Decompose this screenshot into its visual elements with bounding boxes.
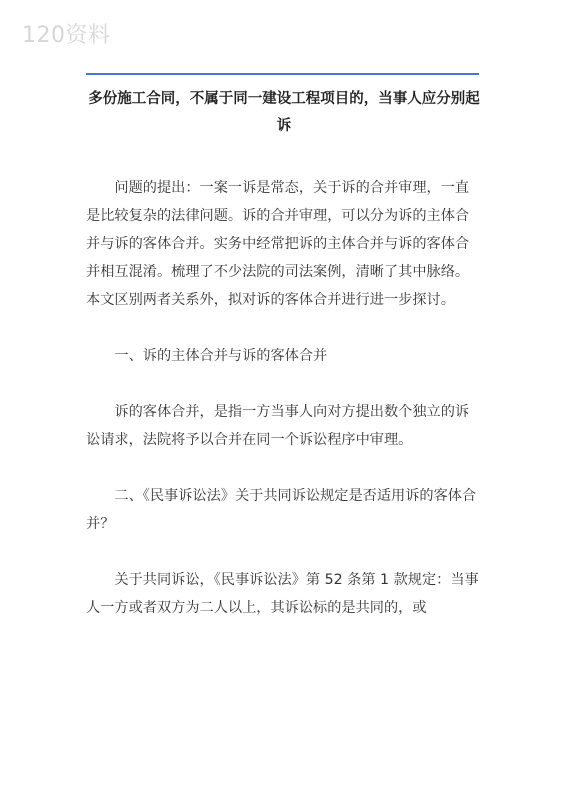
article-title: 多份施工合同，不属于同一建设工程项目的，当事人应分别起诉 bbox=[88, 91, 480, 134]
section-heading-2: 二、《民事诉讼法》关于共同诉讼规定是否适用诉的客体合并？ bbox=[86, 488, 477, 532]
paragraph-intro: 问题的提出：一案一诉是常态，关于诉的合并审理，一直是比较复杂的法律问题。诉的合并审理，可以分为诉的主体合并与诉的客体合并。实务中经常把诉的主体合并与诉的客体合并相互混淆。梳理了不少法院的司法案例，清晰了其中脉络。本文区别两者关系外，拟对诉的客体合并进行进一步探讨。 bbox=[86, 180, 470, 308]
section-heading-1: 一、诉的主体合并与诉的客体合并 bbox=[114, 348, 328, 364]
article-body bbox=[86, 86, 482, 622]
paragraph-co-litigation: 关于共同诉讼，《民事诉讼法》第 52 条第 1 款规定：当事人一方或者双方为二人以上，其诉讼标的是共同的，或 bbox=[86, 572, 479, 616]
watermark-logo: 120资料 bbox=[22, 23, 111, 48]
header-divider bbox=[86, 73, 479, 75]
paragraph-definition: 诉的客体合并，是指一方当事人向对方提出数个独立的诉讼请求，法院将予以合并在同一个诉讼程序中审理。 bbox=[86, 404, 470, 448]
